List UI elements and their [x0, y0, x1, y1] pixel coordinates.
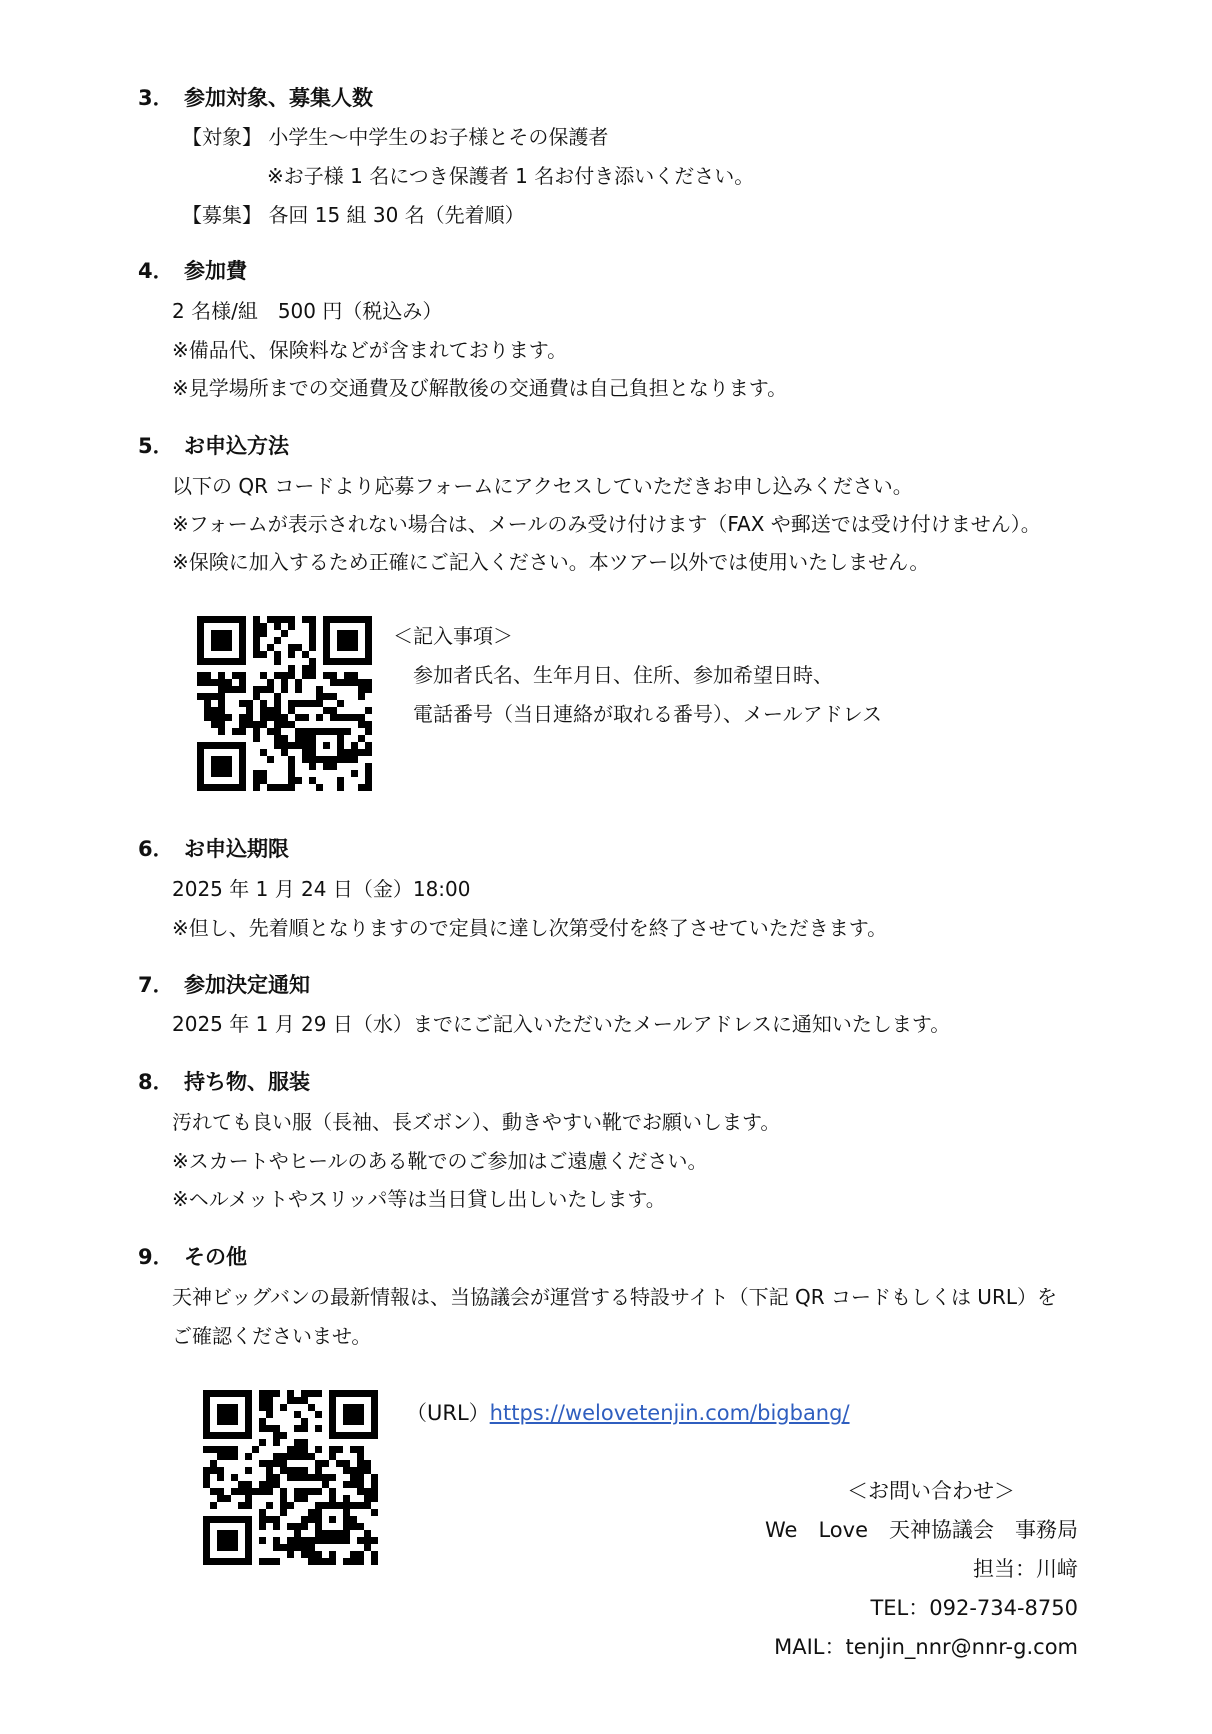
section-4-line-note1: ※備品代、保険料などが含まれております。 — [172, 338, 568, 362]
section-4-heading: 4． 参加費 — [138, 259, 247, 283]
entry-items-line2: 電話番号（当日連絡が取れる番号）、メールアドレス — [413, 702, 882, 726]
website-link[interactable]: https://welovetenjin.com/bigbang/ — [489, 1401, 850, 1425]
section-7-line-notice: 2025 年 1 月 29 日（水）までにご記入いただいたメールアドレスに通知いたします。 — [172, 1012, 951, 1036]
section-3-line-target: 【対象】 小学生～中学生のお子様とその保護者 — [182, 125, 609, 149]
section-8-line-note2: ※ヘルメットやスリッパ等は当日貸し出しいたします。 — [172, 1187, 666, 1211]
section-8-line-clothes: 汚れても良い服（長袖、長ズボン）、動きやすい靴でお願いします。 — [172, 1110, 781, 1134]
contact-org: We Love 天神協議会 事務局 — [765, 1518, 1078, 1542]
section-8-line-note1: ※スカートやヒールのある靴でのご参加はご遠慮ください。 — [172, 1149, 708, 1173]
section-5-heading: 5． お申込方法 — [138, 434, 289, 458]
section-5-line-form: 以下の QR コードより応募フォームにアクセスしていただきお申し込みください。 — [172, 474, 913, 498]
section-8-heading: 8． 持ち物、服装 — [138, 1070, 310, 1094]
section-9-line-confirm: ご確認くださいませ。 — [172, 1324, 372, 1348]
contact-person: 担当：川﨑 — [973, 1557, 1078, 1581]
section-6-heading: 6． お申込期限 — [138, 837, 289, 861]
section-6-line-note: ※但し、先着順となりますので定員に達し次第受付を終了させていただきます。 — [172, 916, 888, 940]
contact-tel: TEL：092-734-8750 — [870, 1596, 1078, 1620]
section-6-line-deadline: 2025 年 1 月 24 日（金）18:00 — [172, 877, 471, 901]
url-label: （URL） — [406, 1401, 490, 1425]
contact-mail[interactable]: MAIL：tenjin_nnr@nnr-g.com — [774, 1635, 1078, 1659]
url-line — [406, 1397, 850, 1427]
section-3-line-recruit: 【募集】 各回 15 組 30 名（先着順） — [182, 203, 525, 227]
entry-items-heading: ＜記入事項＞ — [393, 624, 513, 648]
application-form-qr-code[interactable] — [196, 615, 372, 791]
website-qr-code[interactable] — [202, 1389, 378, 1565]
qr-code-icon — [196, 615, 372, 791]
section-7-heading: 7． 参加決定通知 — [138, 973, 310, 997]
section-5-line-note1: ※フォームが表示されない場合は、メールのみ受け付けます（FAX や郵送では受け付けません）。 — [172, 512, 1041, 536]
section-3-heading: 3． 参加対象、募集人数 — [138, 86, 373, 110]
section-9-line-info: 天神ビッグバンの最新情報は、当協議会が運営する特設サイト（下記 QR コードもしくは URL）を — [172, 1285, 1057, 1309]
section-4-line-note2: ※見学場所までの交通費及び解散後の交通費は自己負担となります。 — [172, 376, 788, 400]
section-9-heading: 9． その他 — [138, 1245, 247, 1269]
section-5-line-note2: ※保険に加入するため正確にご記入ください。本ツアー以外では使用いたしません。 — [172, 550, 930, 574]
entry-items-line1: 参加者氏名、生年月日、住所、参加希望日時、 — [413, 663, 833, 687]
section-4-line-fee: 2 名様/組 500 円（税込み） — [172, 299, 443, 323]
qr-code-icon — [202, 1389, 378, 1565]
section-3-line-note: ※お子様 1 名につき保護者 1 名お付き添いください。 — [267, 164, 755, 188]
contact-heading: ＜お問い合わせ＞ — [847, 1479, 1015, 1503]
